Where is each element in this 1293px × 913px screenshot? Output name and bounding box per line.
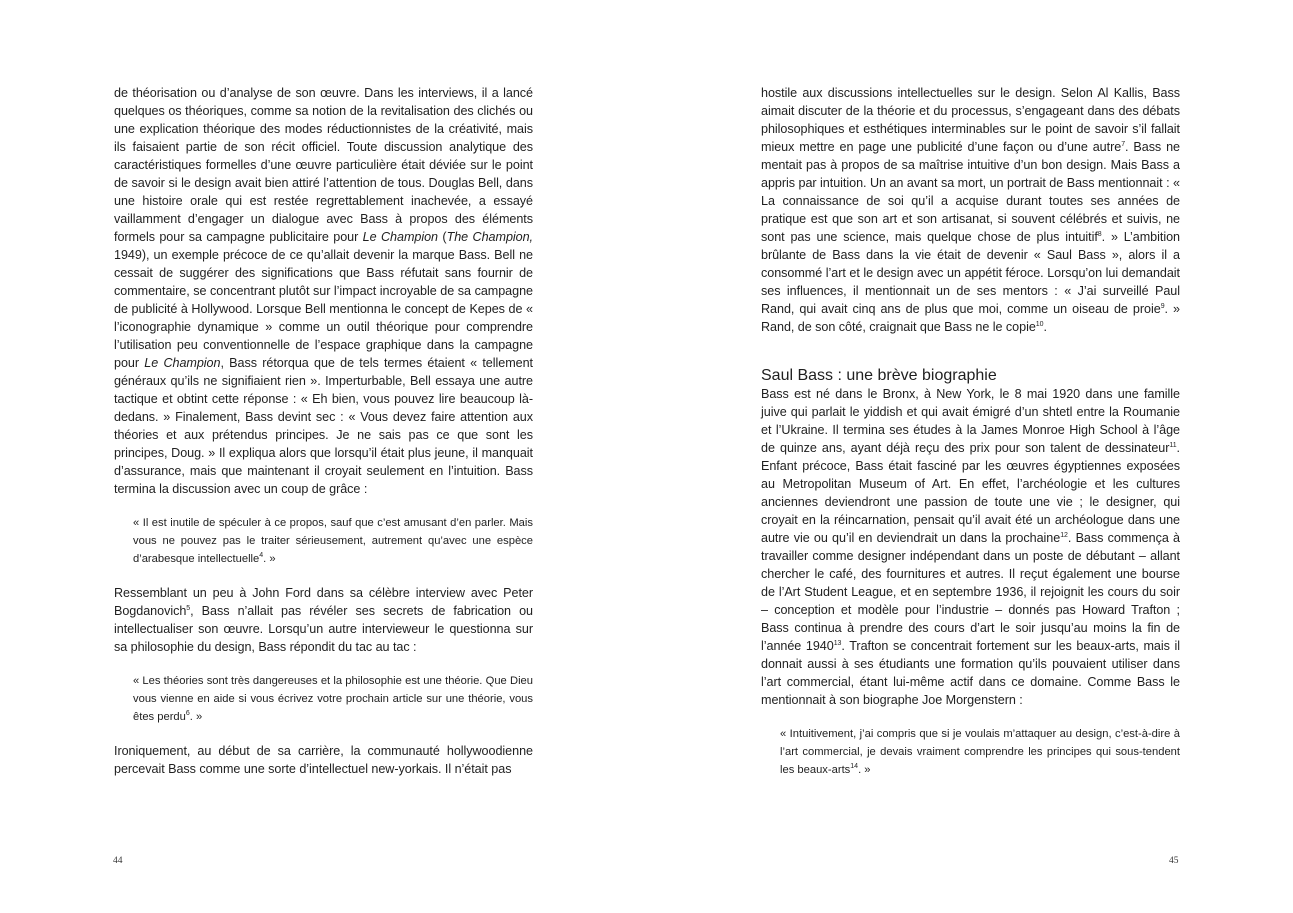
- italic-title: Le Champion: [144, 356, 221, 370]
- footnote-ref: 5: [186, 605, 191, 612]
- quote-text: « Les théories sont très dangereuses et la philosophie est une théorie. Que Dieu vous vienne en aide si vous écrivez votre prochain article sur une théorie, vous êtes perdu: [133, 675, 533, 723]
- right-paragraph-2: [761, 385, 1180, 709]
- text-run: 1949), un exemple précoce de ce qu’allait devenir la marque Bass. Bell ne cessait de suggérer des significations que Bass réfutait sans fournir de commentaire, se concentrant plutôt sur l’impact incroyable de sa campagne de publicité à Hollywood. Lorsque Bell mentionna le concept de Kepes de « l’iconographie dynamique » comme un outil théorique pour comprendre l’utilisation peu conventionnelle de l’espace graphique dans la campagne pour: [114, 248, 533, 370]
- page-number: 44: [113, 856, 123, 866]
- quote-end: . »: [189, 711, 203, 723]
- text-run: (: [438, 230, 447, 244]
- text-run: . » Rand, de son côté, craignait que Bass ne le copie: [761, 302, 1180, 334]
- footnote-ref: 4: [259, 552, 264, 559]
- footnote-ref: 6: [185, 710, 190, 717]
- footnote-ref: 11: [1169, 442, 1177, 449]
- left-blockquote-1: [133, 514, 533, 568]
- quote-end: . »: [858, 764, 871, 776]
- text-run: Ressemblant un peu à John Ford dans sa célèbre interview avec Peter Bogdanovich: [114, 586, 533, 618]
- page-number: 45: [1169, 856, 1179, 866]
- section-heading: Saul Bass : une brève biographie: [761, 367, 997, 384]
- text-run: .: [1043, 320, 1047, 334]
- right-text-column: [761, 84, 1180, 795]
- footnote-ref: 10: [1035, 321, 1044, 328]
- footnote-ref: 8: [1097, 231, 1102, 238]
- text-run: de théorisation ou d’analyse de son œuvre. Dans les interviews, il a lancé quelques os théoriques, comme sa notion de la revitalisation des clichés ou une explication théorique des modes réductionnistes de la créativité, mais ils faisaient partie de son récit officiel. Toute discussion analytique des caractéristiques formelles d’une œuvre particulière était déviée sur le point de savoir si le design avait bien attiré l’attention de tous. Douglas Bell, dans une histoire orale qui est restée regrettablement inachevée, a essayé vaillamment d’engager un dialogue avec Bass à propos des éléments formels pour sa campagne publicitaire pour: [114, 86, 533, 244]
- quote-text: « Il est inutile de spéculer à ce propos, sauf que c’est amusant d’en parler. Mais vous ne pouvez pas le traiter sérieusement, autrement qu’avec une espèce d’arabesque intellectuelle: [133, 517, 533, 565]
- text-run: , Bass n’allait pas révéler ses secrets de fabrication ou intellectualiser son œuvre. Lorsqu’un autre intervieweur le questionna sur sa philosophie du design, Bass répondit du tac au tac :: [114, 604, 533, 654]
- quote-end: . »: [263, 553, 276, 565]
- italic-title: Le Champion: [362, 230, 439, 244]
- right-paragraph-1: [761, 84, 1180, 336]
- text-run: Bass est né dans le Bronx, à New York, le 8 mai 1920 dans une famille juive qui parlait le yiddish et qui avait émigré d’un shtetl entre la Roumanie et l’Ukraine. Il termina ses études à la James Monroe High School à l’âge de quinze ans, ayant déjà reçu des prix pour son talent de dessinateur: [761, 387, 1180, 455]
- left-paragraph-1: [114, 84, 533, 498]
- text-run: . Bass commença à travailler comme designer indépendant dans un poste de débutant – allant chercher le café, des fournitures et autres. Il reçut également une bourse de l’Art Student League, et en septembre 1936, il rejoignit les cours du soir – conception et modèle pour l’industrie – donnés pas Howard Trafton ; Bass continua à prendre des cours d’art le soir jusqu’au moins la fin de l’année 1940: [761, 531, 1180, 653]
- text-run: . Trafton se concentrait fortement sur les beaux-arts, mais il donnait aussi à ses étudiants une formation qu’ils pouvaient utiliser dans l’art commercial, étant lui-même actif dans ce domaine. Comme Bass le mentionnait à son biographe Joe Morgenstern :: [761, 639, 1180, 707]
- italic-title: The Champion,: [446, 230, 533, 244]
- right-page: [646, 0, 1293, 913]
- left-text-column: [114, 84, 533, 778]
- footnote-ref: 13: [833, 640, 842, 647]
- text-run: . Bass ne mentait pas à propos de sa maîtrise intuitive d’un bon design. Mais Bass a appris par intuition. Un an avant sa mort, un portrait de Bass mentionnait : « La connaissance de soi qu’il a acquise durant toutes ses années de pratique est que son art et son artisanat, si souvent célébrés et suivis, ne sont pas une science, mais quelque chose de plus intuitif: [761, 140, 1180, 244]
- footnote-ref: 14: [850, 763, 859, 770]
- left-blockquote-2: [133, 672, 533, 726]
- left-paragraph-3: Ironiquement, au début de sa carrière, la communauté hollywoodienne percevait Bass comme une sorte d’intellectuel new-yorkais. Il n’était pas: [114, 744, 533, 776]
- footnote-ref: 7: [1121, 141, 1126, 148]
- left-paragraph-2: [114, 584, 533, 656]
- right-blockquote: [780, 725, 1180, 779]
- text-run: hostile aux discussions intellectuelles sur le design. Selon Al Kallis, Bass aimait discuter de la théorie et du processus, s’engageant dans des débats philosophiques et esthétiques interminables sur le point de savoir s’il fallait mieux mettre en page une publicité d’une façon ou d’une autre: [761, 86, 1180, 154]
- text-run: , Bass rétorqua que de tels termes étaient « tellement généraux qu’ils ne signifiaient rien ». Imperturbable, Bell essaya une autre tactique et obtint cette réponse : « Eh bien, vous pouvez lire beaucoup là-dedans. » Finalement, Bass devint sec : « Vous devez faire attention aux théories et aux prétendus principes. Je ne sais pas ce que sont les principes, Doug. » Il expliqua alors que lorsqu’il était plus jeune, il manquait d’assurance, mais que maintenant il croyait seulement en l’intuition. Bass termina la discussion avec un coup de grâce :: [114, 356, 533, 496]
- footnote-ref: 9: [1160, 303, 1165, 310]
- quote-text: « Intuitivement, j’ai compris que si je voulais m’attaquer au design, c’est-à-dire à l’art commercial, je devais vraiment comprendre les principes qui sous-tendent les beaux-arts: [780, 728, 1180, 776]
- footnote-ref: 12: [1060, 532, 1068, 539]
- text-run: . » L’ambition brûlante de Bass dans la vie était de devenir « Saul Bass », alors il a consommé l’art et le design avec un appétit féroce. Lorsqu’on lui demandait ses influences, il mentionnait un de ses mentors : « J’ai surveillé Paul Rand, qui avait cinq ans de plus que moi, comme un oiseau de proie: [761, 230, 1180, 316]
- text-run: . Enfant précoce, Bass était fasciné par les œuvres égyptiennes exposées au Metropolitan Museum of Art. En effet, l’archéologie et les cultures anciennes deviendront une passion de toute une vie ; le designer, qui croyait en la réincarnation, pensait qu’il avait été un archéologue dans une autre vie ou qu’il en deviendrait un dans la prochaine: [761, 441, 1180, 545]
- left-page: [0, 0, 646, 913]
